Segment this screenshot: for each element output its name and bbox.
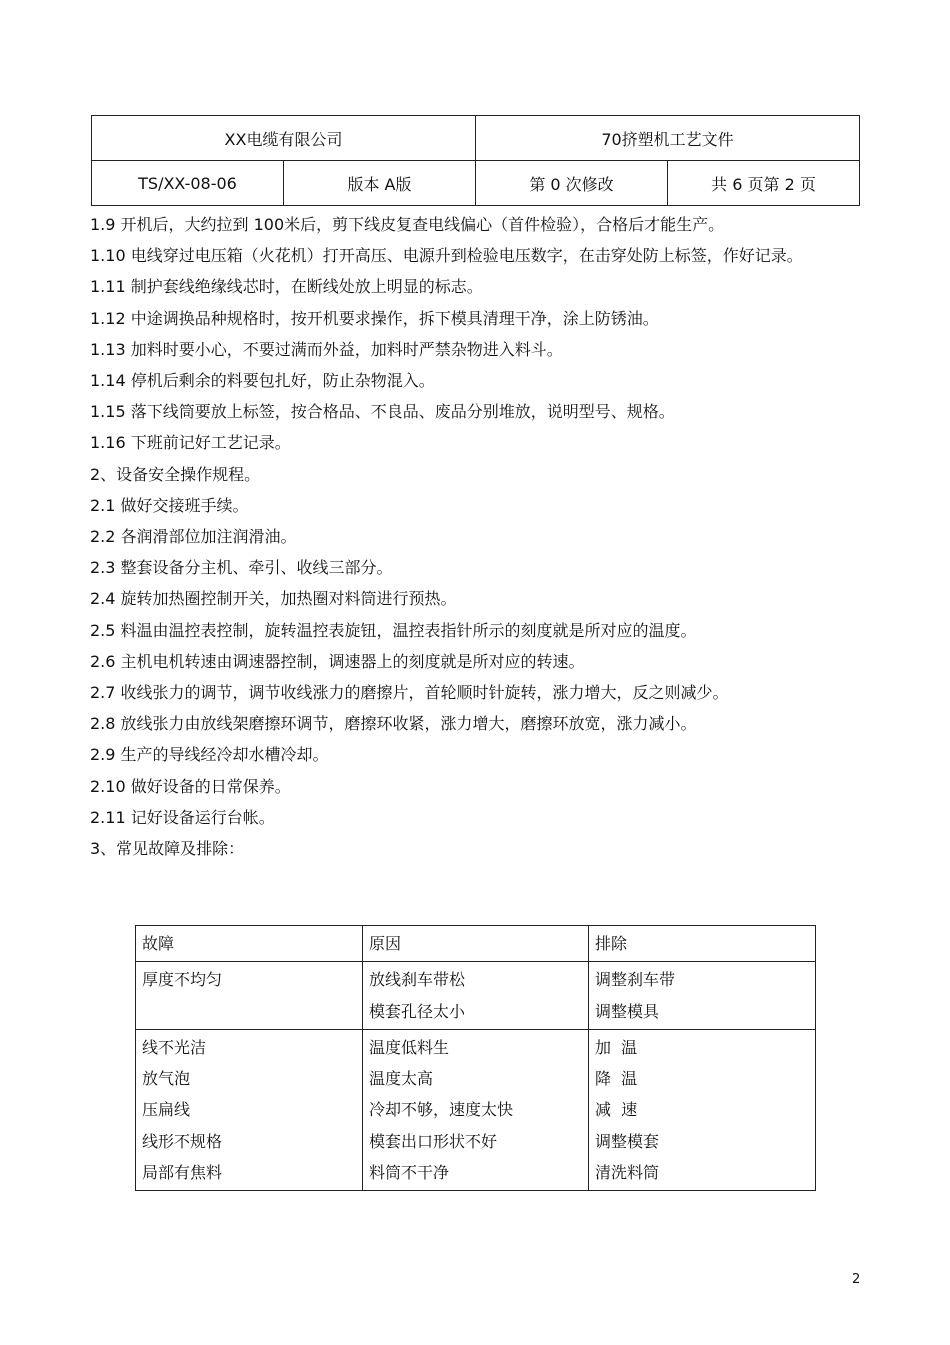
procedure-line: 2.4 旋转加热圈控制开关，加热圈对料筒进行预热。	[90, 589, 457, 609]
table-row	[136, 1029, 816, 1190]
procedure-line: 1.15 落下线筒要放上标签，按合格品、不良品、废品分别堆放，说明型号、规格。	[90, 402, 675, 422]
procedure-line: 2.10 做好设备的日常保养。	[90, 776, 291, 796]
section-heading: 3、常见故障及排除：	[90, 839, 245, 859]
procedure-line: 1.11 制护套线绝缘线芯时，在断线处放上明显的标志。	[90, 277, 483, 297]
page-count: 共 6 页第 2 页	[668, 161, 860, 206]
fix-cell: 加 温 降 温 减 速 调整模套 清洗料筒	[589, 1029, 816, 1190]
procedure-line: 2.6 主机电机转速由调速器控制，调速器上的刻度就是所对应的转速。	[90, 651, 585, 671]
fault-cell: 厚度不均匀	[136, 962, 363, 1030]
header-fix: 排除	[589, 926, 816, 962]
section-heading: 2、设备安全操作规程。	[90, 464, 261, 484]
procedure-line: 2.7 收线张力的调节，调节收线涨力的磨擦片，首轮顺时针旋转，涨力增大，反之则减少。	[90, 683, 729, 703]
procedure-line: 2.8 放线张力由放线架磨擦环调节，磨擦环收紧，涨力增大，磨擦环放宽，涨力减小。	[90, 714, 697, 734]
revision-count: 第 0 次修改	[476, 161, 668, 206]
table-header-row	[136, 926, 816, 962]
procedure-line: 1.16 下班前记好工艺记录。	[90, 433, 291, 453]
fault-troubleshooting-table	[135, 925, 816, 1191]
procedure-line: 1.10 电线穿过电压箱（火花机）打开高压、电源升到检验电压数字，在击穿处防上标签，作好记录。	[90, 246, 803, 266]
procedure-line: 2.3 整套设备分主机、牵引、收线三部分。	[90, 558, 393, 578]
page-number: 2	[852, 1272, 861, 1287]
header-cause: 原因	[363, 926, 589, 962]
document-version: 版本 A版	[284, 161, 476, 206]
header-row-2	[92, 161, 860, 206]
procedure-line: 2.2 各润滑部位加注润滑油。	[90, 527, 297, 547]
procedure-text	[90, 209, 860, 864]
procedure-line: 2.11 记好设备运行台帐。	[90, 807, 275, 827]
cause-cell: 温度低料生 温度太高 冷却不够，速度太快 模套出口形状不好 料筒不干净	[363, 1029, 589, 1190]
procedure-line: 2.1 做好交接班手续。	[90, 495, 249, 515]
document-header-table	[91, 115, 860, 206]
procedure-line: 2.5 料温由温控表控制，旋转温控表旋钮，温控表指针所示的刻度就是所对应的温度。	[90, 620, 697, 640]
procedure-line: 1.12 中途调换品种规格时，按开机要求操作，拆下模具清理干净，涂上防锈油。	[90, 308, 659, 328]
document-title: 70挤塑机工艺文件	[476, 116, 860, 161]
procedure-line: 1.14 停机后剩余的料要包扎好，防止杂物混入。	[90, 371, 435, 391]
company-name: XX电缆有限公司	[92, 116, 476, 161]
procedure-line: 2.9 生产的导线经冷却水槽冷却。	[90, 745, 329, 765]
fix-cell: 调整刹车带 调整模具	[589, 962, 816, 1030]
table-row	[136, 962, 816, 1030]
cause-cell: 放线刹车带松 模套孔径太小	[363, 962, 589, 1030]
document-code: TS/XX-08-06	[92, 161, 284, 206]
procedure-line: 1.13 加料时要小心，不要过满而外益，加料时严禁杂物进入料斗。	[90, 339, 563, 359]
fault-cell: 线不光洁 放气泡 压扁线 线形不规格 局部有焦料	[136, 1029, 363, 1190]
header-fault: 故障	[136, 926, 363, 962]
procedure-line: 1.9 开机后，大约拉到 100米后，剪下线皮复查电线偏心（首件检验），合格后才能生产。	[90, 215, 725, 234]
header-row-1	[92, 116, 860, 161]
